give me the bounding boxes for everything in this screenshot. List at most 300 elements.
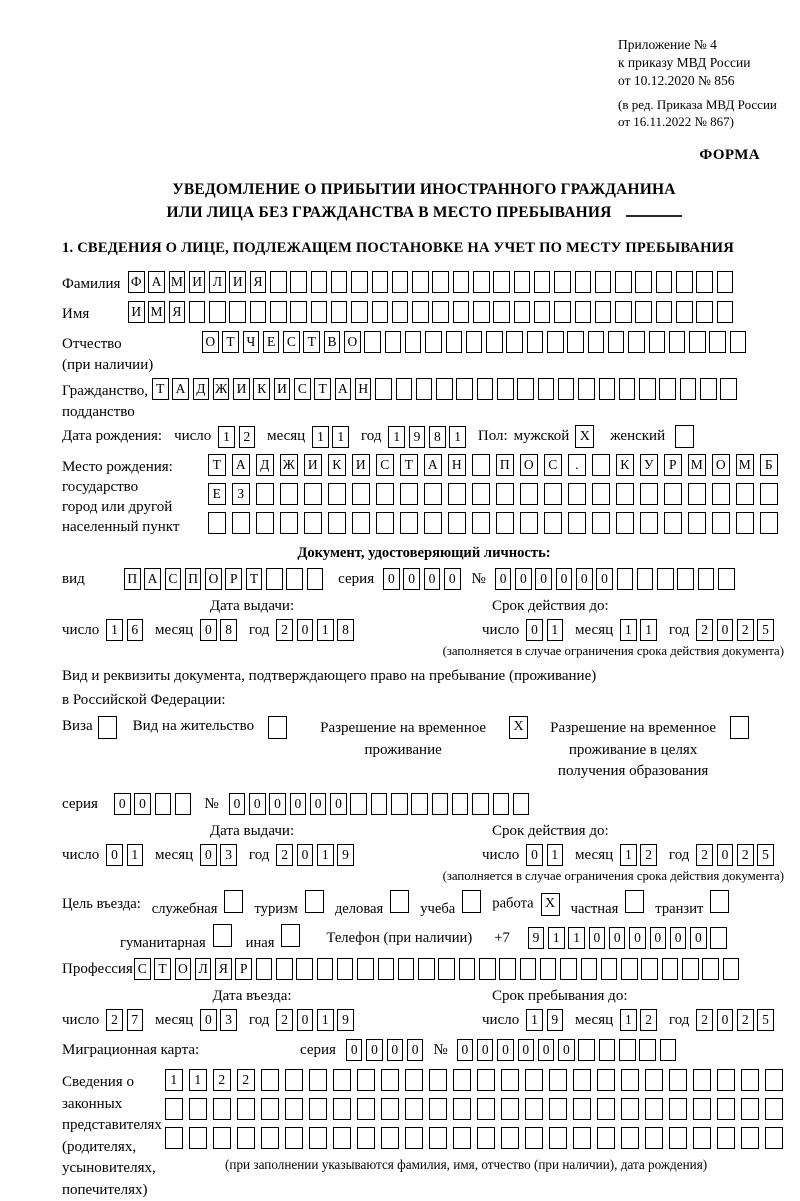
- char-box[interactable]: [213, 1127, 231, 1149]
- profession-input[interactable]: [134, 958, 739, 980]
- char-box[interactable]: [290, 271, 307, 293]
- char-box[interactable]: 2: [106, 1009, 123, 1031]
- char-box[interactable]: 3: [220, 1009, 237, 1031]
- char-box[interactable]: [337, 958, 354, 980]
- char-box[interactable]: 1: [317, 844, 334, 866]
- char-box[interactable]: [693, 1127, 711, 1149]
- char-box[interactable]: А: [335, 378, 352, 400]
- char-box[interactable]: П: [185, 568, 202, 590]
- char-box[interactable]: [544, 512, 562, 534]
- char-box[interactable]: [376, 512, 394, 534]
- char-box[interactable]: [597, 1098, 615, 1120]
- char-box[interactable]: [189, 1127, 207, 1149]
- char-box[interactable]: [453, 301, 470, 323]
- char-box[interactable]: 0: [495, 568, 512, 590]
- char-box[interactable]: [709, 331, 726, 353]
- char-box[interactable]: П: [496, 454, 514, 476]
- char-box[interactable]: [621, 1127, 639, 1149]
- char-box[interactable]: 1: [620, 1009, 637, 1031]
- char-box[interactable]: [656, 301, 673, 323]
- char-box[interactable]: [621, 958, 638, 980]
- char-box[interactable]: [588, 331, 605, 353]
- char-box[interactable]: 9: [528, 927, 545, 949]
- char-box[interactable]: 0: [477, 1039, 494, 1061]
- option-visa-checkbox[interactable]: [98, 716, 117, 739]
- char-box[interactable]: [575, 271, 592, 293]
- char-box[interactable]: С: [544, 454, 562, 476]
- char-box[interactable]: [514, 271, 531, 293]
- purpose-business-checkbox[interactable]: [390, 890, 409, 913]
- char-box[interactable]: [405, 1069, 423, 1091]
- char-box[interactable]: 2: [737, 1009, 754, 1031]
- char-box[interactable]: 1: [127, 844, 144, 866]
- char-box[interactable]: 0: [297, 1009, 314, 1031]
- char-box[interactable]: [635, 271, 652, 293]
- char-box[interactable]: [456, 378, 473, 400]
- char-box[interactable]: Я: [250, 271, 267, 293]
- char-box[interactable]: 0: [200, 1009, 217, 1031]
- stay-until-day[interactable]: [526, 1009, 563, 1031]
- char-box[interactable]: И: [189, 271, 206, 293]
- char-box[interactable]: 5: [757, 844, 774, 866]
- char-box[interactable]: [621, 1069, 639, 1091]
- char-box[interactable]: 0: [596, 568, 613, 590]
- char-box[interactable]: [351, 301, 368, 323]
- char-box[interactable]: 1: [189, 1069, 207, 1091]
- char-box[interactable]: И: [233, 378, 250, 400]
- char-box[interactable]: [736, 483, 754, 505]
- char-box[interactable]: [554, 301, 571, 323]
- char-box[interactable]: [392, 271, 409, 293]
- char-box[interactable]: Т: [152, 378, 169, 400]
- char-box[interactable]: [165, 1098, 183, 1120]
- char-box[interactable]: [270, 301, 287, 323]
- char-box[interactable]: А: [148, 271, 165, 293]
- residence-valid-month[interactable]: [620, 844, 657, 866]
- char-box[interactable]: [448, 512, 466, 534]
- char-box[interactable]: 0: [403, 568, 420, 590]
- char-box[interactable]: [256, 958, 273, 980]
- char-box[interactable]: [412, 301, 429, 323]
- char-box[interactable]: Р: [664, 454, 682, 476]
- purpose-work-checkbox[interactable]: X: [541, 893, 560, 916]
- char-box[interactable]: 0: [650, 927, 667, 949]
- char-box[interactable]: 1: [332, 426, 349, 448]
- char-box[interactable]: 1: [317, 619, 334, 641]
- char-box[interactable]: 0: [457, 1039, 474, 1061]
- surname-input[interactable]: [128, 271, 733, 293]
- char-box[interactable]: [472, 483, 490, 505]
- char-box[interactable]: 1: [106, 619, 123, 641]
- birth-place-input-row-1[interactable]: [208, 454, 778, 476]
- char-box[interactable]: [592, 483, 610, 505]
- char-box[interactable]: [534, 271, 551, 293]
- char-box[interactable]: 0: [424, 568, 441, 590]
- char-box[interactable]: К: [616, 454, 634, 476]
- char-box[interactable]: [649, 331, 666, 353]
- char-box[interactable]: [371, 793, 388, 815]
- char-box[interactable]: [615, 271, 632, 293]
- char-box[interactable]: [477, 1098, 495, 1120]
- residence-series-input[interactable]: [114, 793, 191, 815]
- char-box[interactable]: [472, 793, 489, 815]
- char-box[interactable]: [525, 1127, 543, 1149]
- char-box[interactable]: Л: [209, 271, 226, 293]
- identity-issue-day[interactable]: [106, 619, 143, 641]
- char-box[interactable]: [702, 958, 719, 980]
- char-box[interactable]: [432, 301, 449, 323]
- char-box[interactable]: [568, 483, 586, 505]
- char-box[interactable]: [669, 1127, 687, 1149]
- char-box[interactable]: 1: [449, 426, 466, 448]
- char-box[interactable]: 7: [127, 1009, 144, 1031]
- identity-issue-month[interactable]: [200, 619, 237, 641]
- char-box[interactable]: Т: [222, 331, 239, 353]
- char-box[interactable]: [436, 378, 453, 400]
- char-box[interactable]: И: [352, 454, 370, 476]
- char-box[interactable]: [285, 1127, 303, 1149]
- char-box[interactable]: [669, 331, 686, 353]
- char-box[interactable]: [453, 271, 470, 293]
- char-box[interactable]: [635, 301, 652, 323]
- char-box[interactable]: [517, 378, 534, 400]
- char-box[interactable]: [696, 271, 713, 293]
- identity-valid-day[interactable]: [526, 619, 563, 641]
- char-box[interactable]: Н: [355, 378, 372, 400]
- char-box[interactable]: [558, 378, 575, 400]
- char-box[interactable]: [619, 378, 636, 400]
- char-box[interactable]: [578, 378, 595, 400]
- char-box[interactable]: [392, 301, 409, 323]
- char-box[interactable]: 0: [589, 927, 606, 949]
- char-box[interactable]: [229, 301, 246, 323]
- char-box[interactable]: [712, 512, 730, 534]
- char-box[interactable]: 2: [737, 844, 754, 866]
- char-box[interactable]: [466, 331, 483, 353]
- char-box[interactable]: 0: [407, 1039, 424, 1061]
- char-box[interactable]: [501, 1127, 519, 1149]
- char-box[interactable]: 0: [200, 844, 217, 866]
- char-box[interactable]: [599, 378, 616, 400]
- char-box[interactable]: [405, 1127, 423, 1149]
- char-box[interactable]: [290, 301, 307, 323]
- char-box[interactable]: [175, 793, 192, 815]
- char-box[interactable]: [497, 378, 514, 400]
- char-box[interactable]: [405, 1098, 423, 1120]
- char-box[interactable]: [424, 512, 442, 534]
- char-box[interactable]: [357, 1098, 375, 1120]
- birth-place-input-row-3[interactable]: [208, 512, 778, 534]
- char-box[interactable]: И: [128, 301, 145, 323]
- char-box[interactable]: [639, 1039, 656, 1061]
- char-box[interactable]: О: [520, 454, 538, 476]
- char-box[interactable]: Б: [760, 454, 778, 476]
- char-box[interactable]: [730, 331, 747, 353]
- char-box[interactable]: [357, 958, 374, 980]
- char-box[interactable]: 3: [220, 844, 237, 866]
- char-box[interactable]: А: [144, 568, 161, 590]
- char-box[interactable]: [568, 512, 586, 534]
- char-box[interactable]: 5: [757, 619, 774, 641]
- char-box[interactable]: [364, 331, 381, 353]
- char-box[interactable]: 1: [547, 619, 564, 641]
- char-box[interactable]: 9: [547, 1009, 564, 1031]
- legal-reps-input-row-2[interactable]: [165, 1098, 783, 1120]
- char-box[interactable]: [595, 301, 612, 323]
- char-box[interactable]: [560, 958, 577, 980]
- legal-reps-input-row-1[interactable]: [165, 1069, 783, 1091]
- residence-valid-year[interactable]: [696, 844, 773, 866]
- char-box[interactable]: 0: [526, 619, 543, 641]
- char-box[interactable]: М: [688, 454, 706, 476]
- char-box[interactable]: [760, 512, 778, 534]
- identity-issue-year[interactable]: [276, 619, 353, 641]
- char-box[interactable]: 1: [548, 927, 565, 949]
- char-box[interactable]: [448, 483, 466, 505]
- birth-month-input[interactable]: [312, 426, 349, 448]
- char-box[interactable]: [527, 331, 544, 353]
- char-box[interactable]: [155, 793, 172, 815]
- char-box[interactable]: [514, 301, 531, 323]
- char-box[interactable]: [656, 271, 673, 293]
- char-box[interactable]: 1: [620, 619, 637, 641]
- char-box[interactable]: [331, 301, 348, 323]
- char-box[interactable]: 0: [576, 568, 593, 590]
- char-box[interactable]: [385, 331, 402, 353]
- char-box[interactable]: [619, 1039, 636, 1061]
- sex-female-checkbox[interactable]: [675, 425, 694, 448]
- char-box[interactable]: 0: [497, 1039, 514, 1061]
- char-box[interactable]: 2: [737, 619, 754, 641]
- char-box[interactable]: 1: [388, 426, 405, 448]
- char-box[interactable]: 2: [696, 1009, 713, 1031]
- char-box[interactable]: [637, 568, 654, 590]
- char-box[interactable]: [538, 378, 555, 400]
- char-box[interactable]: [645, 1098, 663, 1120]
- char-box[interactable]: [280, 512, 298, 534]
- char-box[interactable]: Р: [225, 568, 242, 590]
- char-box[interactable]: [693, 1098, 711, 1120]
- char-box[interactable]: [250, 301, 267, 323]
- char-box[interactable]: [309, 1127, 327, 1149]
- char-box[interactable]: [432, 271, 449, 293]
- char-box[interactable]: [621, 1098, 639, 1120]
- char-box[interactable]: [645, 1127, 663, 1149]
- char-box[interactable]: [549, 1098, 567, 1120]
- char-box[interactable]: 8: [429, 426, 446, 448]
- char-box[interactable]: [525, 1098, 543, 1120]
- char-box[interactable]: Т: [154, 958, 171, 980]
- char-box[interactable]: 1: [547, 844, 564, 866]
- char-box[interactable]: [418, 958, 435, 980]
- char-box[interactable]: [696, 301, 713, 323]
- char-box[interactable]: [717, 1069, 735, 1091]
- char-box[interactable]: [544, 483, 562, 505]
- char-box[interactable]: 2: [239, 426, 256, 448]
- char-box[interactable]: [473, 301, 490, 323]
- char-box[interactable]: Л: [195, 958, 212, 980]
- char-box[interactable]: [640, 483, 658, 505]
- char-box[interactable]: Ж: [213, 378, 230, 400]
- char-box[interactable]: У: [640, 454, 658, 476]
- char-box[interactable]: [688, 483, 706, 505]
- identity-number-input[interactable]: [495, 568, 735, 590]
- char-box[interactable]: [372, 271, 389, 293]
- char-box[interactable]: 0: [387, 1039, 404, 1061]
- char-box[interactable]: [760, 483, 778, 505]
- char-box[interactable]: [378, 958, 395, 980]
- char-box[interactable]: [717, 271, 734, 293]
- char-box[interactable]: 0: [310, 793, 327, 815]
- char-box[interactable]: [328, 512, 346, 534]
- char-box[interactable]: [567, 331, 584, 353]
- char-box[interactable]: П: [124, 568, 141, 590]
- char-box[interactable]: [477, 1069, 495, 1091]
- char-box[interactable]: О: [344, 331, 361, 353]
- char-box[interactable]: К: [253, 378, 270, 400]
- char-box[interactable]: [331, 271, 348, 293]
- char-box[interactable]: 0: [717, 619, 734, 641]
- legal-reps-input-row-3[interactable]: [165, 1127, 783, 1149]
- char-box[interactable]: 0: [383, 568, 400, 590]
- char-box[interactable]: [400, 483, 418, 505]
- char-box[interactable]: [680, 378, 697, 400]
- char-box[interactable]: .: [568, 454, 586, 476]
- char-box[interactable]: К: [328, 454, 346, 476]
- char-box[interactable]: О: [202, 331, 219, 353]
- char-box[interactable]: 0: [330, 793, 347, 815]
- char-box[interactable]: [520, 483, 538, 505]
- char-box[interactable]: М: [169, 271, 186, 293]
- char-box[interactable]: [592, 512, 610, 534]
- char-box[interactable]: [601, 958, 618, 980]
- char-box[interactable]: [429, 1127, 447, 1149]
- char-box[interactable]: О: [712, 454, 730, 476]
- char-box[interactable]: [741, 1127, 759, 1149]
- char-box[interactable]: [547, 331, 564, 353]
- char-box[interactable]: [429, 1069, 447, 1091]
- char-box[interactable]: [540, 958, 557, 980]
- char-box[interactable]: В: [324, 331, 341, 353]
- char-box[interactable]: [628, 331, 645, 353]
- char-box[interactable]: 0: [690, 927, 707, 949]
- char-box[interactable]: [597, 1069, 615, 1091]
- char-box[interactable]: [513, 793, 530, 815]
- char-box[interactable]: Т: [208, 454, 226, 476]
- char-box[interactable]: 2: [696, 619, 713, 641]
- given-name-input[interactable]: [128, 301, 733, 323]
- char-box[interactable]: [534, 301, 551, 323]
- char-box[interactable]: 0: [444, 568, 461, 590]
- char-box[interactable]: [473, 271, 490, 293]
- char-box[interactable]: [307, 568, 324, 590]
- char-box[interactable]: С: [283, 331, 300, 353]
- char-box[interactable]: [391, 793, 408, 815]
- char-box[interactable]: 0: [290, 793, 307, 815]
- char-box[interactable]: [499, 958, 516, 980]
- char-box[interactable]: [477, 1127, 495, 1149]
- char-box[interactable]: [209, 301, 226, 323]
- char-box[interactable]: С: [134, 958, 151, 980]
- char-box[interactable]: 1: [568, 927, 585, 949]
- char-box[interactable]: И: [274, 378, 291, 400]
- char-box[interactable]: 0: [538, 1039, 555, 1061]
- birth-year-input[interactable]: [388, 426, 465, 448]
- char-box[interactable]: Т: [314, 378, 331, 400]
- char-box[interactable]: 0: [297, 844, 314, 866]
- char-box[interactable]: [657, 568, 674, 590]
- char-box[interactable]: [496, 483, 514, 505]
- option-temp-residence-checkbox[interactable]: X: [509, 716, 528, 739]
- char-box[interactable]: [398, 958, 415, 980]
- char-box[interactable]: [352, 512, 370, 534]
- char-box[interactable]: 9: [337, 1009, 354, 1031]
- char-box[interactable]: [400, 512, 418, 534]
- char-box[interactable]: [723, 958, 740, 980]
- char-box[interactable]: [659, 378, 676, 400]
- sex-male-checkbox[interactable]: X: [575, 425, 594, 448]
- char-box[interactable]: [328, 483, 346, 505]
- char-box[interactable]: [309, 1069, 327, 1091]
- char-box[interactable]: [453, 1098, 471, 1120]
- char-box[interactable]: [317, 958, 334, 980]
- char-box[interactable]: [351, 271, 368, 293]
- char-box[interactable]: [676, 271, 693, 293]
- char-box[interactable]: [453, 1069, 471, 1091]
- stay-until-year[interactable]: [696, 1009, 773, 1031]
- char-box[interactable]: [261, 1127, 279, 1149]
- char-box[interactable]: [296, 958, 313, 980]
- char-box[interactable]: И: [304, 454, 322, 476]
- option-residence-permit-checkbox[interactable]: [268, 716, 287, 739]
- char-box[interactable]: [688, 512, 706, 534]
- char-box[interactable]: [676, 301, 693, 323]
- char-box[interactable]: 0: [556, 568, 573, 590]
- char-box[interactable]: [677, 568, 694, 590]
- char-box[interactable]: [573, 1069, 591, 1091]
- char-box[interactable]: 2: [237, 1069, 255, 1091]
- char-box[interactable]: 0: [200, 619, 217, 641]
- char-box[interactable]: [698, 568, 715, 590]
- char-box[interactable]: [712, 483, 730, 505]
- char-box[interactable]: [506, 331, 523, 353]
- char-box[interactable]: Е: [208, 483, 226, 505]
- char-box[interactable]: [381, 1127, 399, 1149]
- char-box[interactable]: [429, 1098, 447, 1120]
- char-box[interactable]: 1: [640, 619, 657, 641]
- char-box[interactable]: [573, 1127, 591, 1149]
- char-box[interactable]: [669, 1098, 687, 1120]
- char-box[interactable]: [256, 483, 274, 505]
- char-box[interactable]: [641, 958, 658, 980]
- char-box[interactable]: [595, 271, 612, 293]
- char-box[interactable]: А: [232, 454, 250, 476]
- char-box[interactable]: [261, 1069, 279, 1091]
- purpose-other-checkbox[interactable]: [281, 924, 300, 947]
- char-box[interactable]: [592, 454, 610, 476]
- option-temp-residence-education-checkbox[interactable]: [730, 716, 749, 739]
- char-box[interactable]: [416, 378, 433, 400]
- char-box[interactable]: 5: [757, 1009, 774, 1031]
- char-box[interactable]: [493, 271, 510, 293]
- char-box[interactable]: [608, 331, 625, 353]
- char-box[interactable]: 0: [558, 1039, 575, 1061]
- char-box[interactable]: [479, 958, 496, 980]
- char-box[interactable]: [256, 512, 274, 534]
- identity-kind-input[interactable]: [124, 568, 323, 590]
- char-box[interactable]: [741, 1069, 759, 1091]
- char-box[interactable]: [376, 483, 394, 505]
